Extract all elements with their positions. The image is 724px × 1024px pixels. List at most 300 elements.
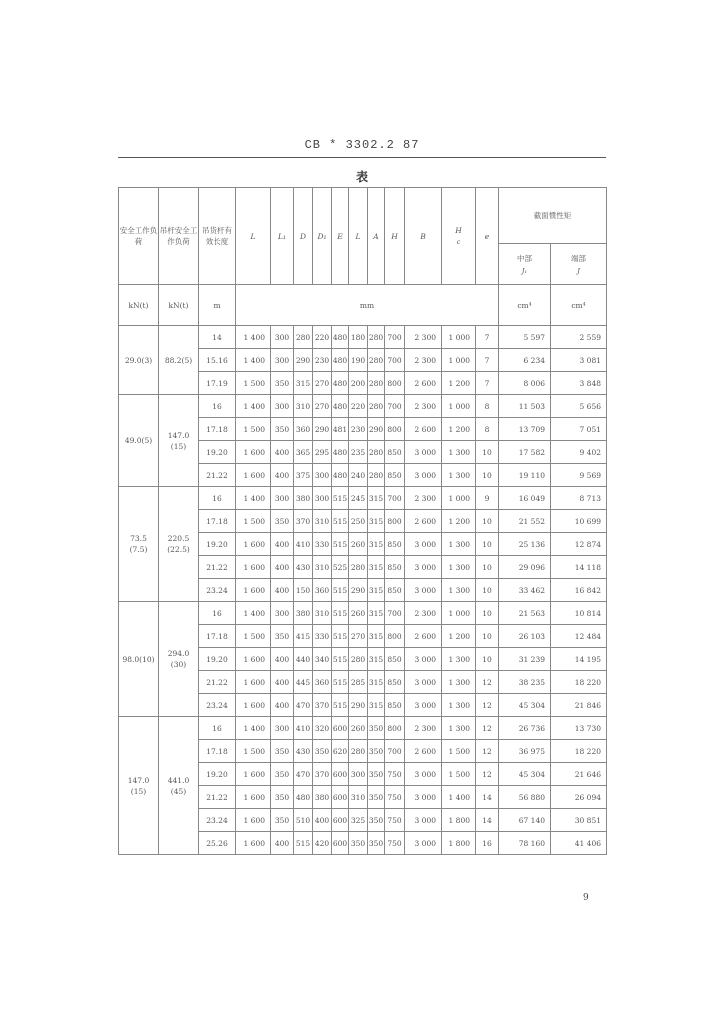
value-cell: 480 bbox=[332, 372, 349, 395]
moment-end-label: 端部 bbox=[571, 254, 586, 263]
value-cell: 850 bbox=[385, 533, 405, 556]
table-row bbox=[119, 395, 607, 418]
value-cell: 350 bbox=[313, 740, 332, 763]
value-cell: 350 bbox=[271, 510, 294, 533]
boom-length-cell: 19.20 bbox=[199, 441, 236, 464]
value-cell: 2 600 bbox=[405, 510, 442, 533]
value-cell: 300 bbox=[271, 602, 294, 625]
value-cell: 8 006 bbox=[499, 372, 551, 395]
value-cell: 18 220 bbox=[551, 740, 607, 763]
value-cell: 300 bbox=[271, 349, 294, 372]
value-cell: 10 814 bbox=[551, 602, 607, 625]
value-cell: 1 600 bbox=[236, 671, 271, 694]
value-cell: 320 bbox=[313, 717, 332, 740]
value-cell: 315 bbox=[368, 648, 385, 671]
value-cell: 1 300 bbox=[442, 694, 476, 717]
value-cell: 315 bbox=[368, 487, 385, 510]
boom-length-cell: 21.22 bbox=[199, 464, 236, 487]
value-cell: 350 bbox=[368, 740, 385, 763]
value-cell: 350 bbox=[271, 786, 294, 809]
value-cell: 10 699 bbox=[551, 510, 607, 533]
value-cell: 1 400 bbox=[236, 349, 271, 372]
standard-code: CB * 3302.2 87 bbox=[304, 138, 420, 152]
value-cell: 9 bbox=[476, 487, 499, 510]
value-cell: 750 bbox=[385, 809, 405, 832]
value-cell: 350 bbox=[271, 372, 294, 395]
value-cell: 280 bbox=[349, 740, 368, 763]
value-cell: 280 bbox=[368, 326, 385, 349]
value-cell: 350 bbox=[271, 625, 294, 648]
value-cell: 14 bbox=[476, 786, 499, 809]
value-cell: 5 656 bbox=[551, 395, 607, 418]
value-cell: 620 bbox=[332, 740, 349, 763]
value-cell: 41 406 bbox=[551, 832, 607, 855]
value-cell: 600 bbox=[332, 717, 349, 740]
top-rule bbox=[118, 157, 606, 158]
value-cell: 38 235 bbox=[499, 671, 551, 694]
value-cell: 480 bbox=[332, 326, 349, 349]
dim-header-10 bbox=[442, 188, 476, 285]
value-cell: 350 bbox=[271, 763, 294, 786]
value-cell: 800 bbox=[385, 625, 405, 648]
value-cell: 300 bbox=[313, 464, 332, 487]
dim-header-9: B bbox=[405, 188, 442, 285]
value-cell: 21 846 bbox=[551, 694, 607, 717]
boom-length-cell: 16 bbox=[199, 717, 236, 740]
moment-header: 截面惯性矩 bbox=[499, 188, 607, 244]
boom-length-cell: 25.26 bbox=[199, 832, 236, 855]
value-cell: 315 bbox=[368, 694, 385, 717]
value-cell: 380 bbox=[313, 786, 332, 809]
moment-middle-header bbox=[499, 244, 551, 285]
value-cell: 26 103 bbox=[499, 625, 551, 648]
units-row bbox=[119, 285, 607, 326]
value-cell: 1 300 bbox=[442, 579, 476, 602]
value-cell: 2 300 bbox=[405, 326, 442, 349]
value-cell: 14 bbox=[476, 809, 499, 832]
value-cell: 290 bbox=[368, 418, 385, 441]
value-cell: 330 bbox=[313, 625, 332, 648]
boom-length-cell: 17.18 bbox=[199, 418, 236, 441]
value-cell: 3 000 bbox=[405, 464, 442, 487]
value-cell: 1 600 bbox=[236, 533, 271, 556]
value-cell: 400 bbox=[271, 832, 294, 855]
value-cell: 1 500 bbox=[236, 740, 271, 763]
value-cell: 6 234 bbox=[499, 349, 551, 372]
value-cell: 300 bbox=[271, 395, 294, 418]
value-cell: 515 bbox=[332, 602, 349, 625]
value-cell: 470 bbox=[294, 763, 313, 786]
value-cell: 2 300 bbox=[405, 395, 442, 418]
value-cell: 300 bbox=[271, 717, 294, 740]
value-cell: 13 730 bbox=[551, 717, 607, 740]
value-cell: 280 bbox=[368, 349, 385, 372]
value-cell: 430 bbox=[294, 556, 313, 579]
value-cell: 480 bbox=[332, 464, 349, 487]
value-cell: 850 bbox=[385, 556, 405, 579]
boom-length-cell: 15.16 bbox=[199, 349, 236, 372]
moment-middle-label: 中部 bbox=[517, 254, 532, 263]
value-cell: 180 bbox=[349, 326, 368, 349]
value-cell: 16 049 bbox=[499, 487, 551, 510]
value-cell: 1 600 bbox=[236, 763, 271, 786]
value-cell: 245 bbox=[349, 487, 368, 510]
value-cell: 365 bbox=[294, 441, 313, 464]
value-cell: 11 503 bbox=[499, 395, 551, 418]
value-cell: 515 bbox=[332, 625, 349, 648]
value-cell: 515 bbox=[332, 648, 349, 671]
value-cell: 45 304 bbox=[499, 694, 551, 717]
unit-boom-length: m bbox=[199, 285, 236, 326]
unit-moment-end: cm⁴ bbox=[551, 285, 607, 326]
value-cell: 1 400 bbox=[236, 602, 271, 625]
value-cell: 350 bbox=[271, 740, 294, 763]
value-cell: 240 bbox=[349, 464, 368, 487]
value-cell: 29 096 bbox=[499, 556, 551, 579]
value-cell: 360 bbox=[313, 579, 332, 602]
dim-header-11: e bbox=[476, 188, 499, 285]
value-cell: 285 bbox=[349, 671, 368, 694]
value-cell: 10 bbox=[476, 602, 499, 625]
value-cell: 2 300 bbox=[405, 487, 442, 510]
boom-length-cell: 21.22 bbox=[199, 786, 236, 809]
value-cell: 21 646 bbox=[551, 763, 607, 786]
value-cell: 230 bbox=[349, 418, 368, 441]
value-cell: 280 bbox=[349, 648, 368, 671]
value-cell: 370 bbox=[313, 763, 332, 786]
value-cell: 420 bbox=[313, 832, 332, 855]
derrick-load-cell: 220.5 (22.5) bbox=[159, 487, 199, 602]
value-cell: 360 bbox=[294, 418, 313, 441]
value-cell: 315 bbox=[368, 625, 385, 648]
value-cell: 12 bbox=[476, 694, 499, 717]
value-cell: 1 400 bbox=[236, 487, 271, 510]
value-cell: 150 bbox=[294, 579, 313, 602]
moment-end-header bbox=[551, 244, 607, 285]
value-cell: 1 600 bbox=[236, 579, 271, 602]
value-cell: 67 140 bbox=[499, 809, 551, 832]
boom-length-header: 吊货杆有效长度 bbox=[199, 188, 236, 285]
value-cell: 400 bbox=[271, 441, 294, 464]
value-cell: 78 160 bbox=[499, 832, 551, 855]
value-cell: 270 bbox=[349, 625, 368, 648]
value-cell: 235 bbox=[349, 441, 368, 464]
value-cell: 325 bbox=[349, 809, 368, 832]
table-title: 表 bbox=[355, 170, 368, 184]
value-cell: 700 bbox=[385, 487, 405, 510]
value-cell: 315 bbox=[368, 533, 385, 556]
value-cell: 400 bbox=[271, 694, 294, 717]
value-cell: 260 bbox=[349, 533, 368, 556]
value-cell: 12 bbox=[476, 717, 499, 740]
value-cell: 295 bbox=[313, 441, 332, 464]
value-cell: 1 600 bbox=[236, 786, 271, 809]
value-cell: 850 bbox=[385, 671, 405, 694]
value-cell: 1 400 bbox=[442, 786, 476, 809]
boom-length-cell: 16 bbox=[199, 487, 236, 510]
value-cell: 350 bbox=[271, 418, 294, 441]
value-cell: 515 bbox=[332, 510, 349, 533]
value-cell: 700 bbox=[385, 395, 405, 418]
value-cell: 12 bbox=[476, 763, 499, 786]
value-cell: 481 bbox=[332, 418, 349, 441]
value-cell: 3 000 bbox=[405, 556, 442, 579]
value-cell: 3 000 bbox=[405, 579, 442, 602]
boom-length-cell: 19.20 bbox=[199, 763, 236, 786]
value-cell: 10 bbox=[476, 579, 499, 602]
value-cell: 525 bbox=[332, 556, 349, 579]
value-cell: 10 bbox=[476, 625, 499, 648]
boom-length-cell: 14 bbox=[199, 326, 236, 349]
value-cell: 12 bbox=[476, 671, 499, 694]
derrick-load-cell: 441.0 (45) bbox=[159, 717, 199, 855]
value-cell: 280 bbox=[349, 556, 368, 579]
value-cell: 400 bbox=[271, 556, 294, 579]
boom-length-cell: 19.20 bbox=[199, 648, 236, 671]
value-cell: 310 bbox=[313, 510, 332, 533]
value-cell: 310 bbox=[294, 395, 313, 418]
value-cell: 515 bbox=[332, 487, 349, 510]
value-cell: 260 bbox=[349, 717, 368, 740]
value-cell: 36 975 bbox=[499, 740, 551, 763]
value-cell: 16 bbox=[476, 832, 499, 855]
value-cell: 510 bbox=[294, 809, 313, 832]
unit-safe-load: kN(t) bbox=[119, 285, 159, 326]
value-cell: 1 200 bbox=[442, 625, 476, 648]
value-cell: 2 300 bbox=[405, 717, 442, 740]
value-cell: 800 bbox=[385, 418, 405, 441]
dim-header-1: L bbox=[236, 188, 271, 285]
value-cell: 310 bbox=[313, 556, 332, 579]
value-cell: 12 874 bbox=[551, 533, 607, 556]
value-cell: 850 bbox=[385, 694, 405, 717]
value-cell: 1 200 bbox=[442, 372, 476, 395]
value-cell: 1 000 bbox=[442, 487, 476, 510]
value-cell: 600 bbox=[332, 763, 349, 786]
table-row bbox=[119, 487, 607, 510]
value-cell: 600 bbox=[332, 832, 349, 855]
value-cell: 21 552 bbox=[499, 510, 551, 533]
value-cell: 3 000 bbox=[405, 671, 442, 694]
value-cell: 750 bbox=[385, 832, 405, 855]
unit-moment-middle: cm⁴ bbox=[499, 285, 551, 326]
dim-header-10-note: c bbox=[456, 238, 461, 246]
value-cell: 10 bbox=[476, 441, 499, 464]
value-cell: 21 563 bbox=[499, 602, 551, 625]
value-cell: 800 bbox=[385, 717, 405, 740]
safe-load-cell: 147.0 (15) bbox=[119, 717, 159, 855]
safe-load-cell: 98.0(10) bbox=[119, 602, 159, 717]
value-cell: 400 bbox=[271, 671, 294, 694]
value-cell: 13 709 bbox=[499, 418, 551, 441]
value-cell: 9 402 bbox=[551, 441, 607, 464]
value-cell: 410 bbox=[294, 533, 313, 556]
value-cell: 600 bbox=[332, 809, 349, 832]
value-cell: 300 bbox=[271, 326, 294, 349]
value-cell: 3 000 bbox=[405, 786, 442, 809]
value-cell: 1 600 bbox=[236, 464, 271, 487]
value-cell: 290 bbox=[349, 694, 368, 717]
value-cell: 290 bbox=[313, 418, 332, 441]
value-cell: 1 500 bbox=[236, 418, 271, 441]
value-cell: 1 600 bbox=[236, 832, 271, 855]
boom-length-cell: 23.24 bbox=[199, 579, 236, 602]
value-cell: 1 400 bbox=[236, 717, 271, 740]
value-cell: 750 bbox=[385, 786, 405, 809]
value-cell: 350 bbox=[368, 717, 385, 740]
value-cell: 380 bbox=[294, 487, 313, 510]
dim-header-4: D₁ bbox=[313, 188, 332, 285]
value-cell: 1 500 bbox=[442, 763, 476, 786]
value-cell: 1 800 bbox=[442, 809, 476, 832]
value-cell: 315 bbox=[368, 556, 385, 579]
value-cell: 8 bbox=[476, 395, 499, 418]
value-cell: 25 136 bbox=[499, 533, 551, 556]
value-cell: 515 bbox=[332, 671, 349, 694]
value-cell: 2 300 bbox=[405, 602, 442, 625]
value-cell: 3 000 bbox=[405, 809, 442, 832]
value-cell: 370 bbox=[313, 694, 332, 717]
value-cell: 10 bbox=[476, 648, 499, 671]
safe-load-cell: 29.0(3) bbox=[119, 326, 159, 395]
dim-header-10-label: H bbox=[455, 226, 462, 235]
value-cell: 360 bbox=[313, 671, 332, 694]
value-cell: 380 bbox=[294, 602, 313, 625]
value-cell: 375 bbox=[294, 464, 313, 487]
boom-length-cell: 16 bbox=[199, 602, 236, 625]
dim-header-5: E bbox=[332, 188, 349, 285]
value-cell: 3 848 bbox=[551, 372, 607, 395]
value-cell: 5 597 bbox=[499, 326, 551, 349]
value-cell: 1 300 bbox=[442, 533, 476, 556]
value-cell: 400 bbox=[271, 579, 294, 602]
value-cell: 1 000 bbox=[442, 349, 476, 372]
value-cell: 8 bbox=[476, 418, 499, 441]
value-cell: 2 600 bbox=[405, 740, 442, 763]
value-cell: 7 bbox=[476, 349, 499, 372]
page-number: 9 bbox=[583, 893, 589, 903]
table-row bbox=[119, 602, 607, 625]
value-cell: 7 051 bbox=[551, 418, 607, 441]
value-cell: 850 bbox=[385, 648, 405, 671]
value-cell: 300 bbox=[271, 487, 294, 510]
value-cell: 200 bbox=[349, 372, 368, 395]
value-cell: 1 500 bbox=[236, 625, 271, 648]
value-cell: 1 400 bbox=[236, 326, 271, 349]
value-cell: 350 bbox=[368, 763, 385, 786]
dim-header-6: L bbox=[349, 188, 368, 285]
value-cell: 400 bbox=[271, 464, 294, 487]
value-cell: 1 000 bbox=[442, 326, 476, 349]
value-cell: 700 bbox=[385, 326, 405, 349]
value-cell: 10 bbox=[476, 510, 499, 533]
value-cell: 315 bbox=[368, 510, 385, 533]
value-cell: 280 bbox=[368, 464, 385, 487]
derrick-load-cell: 294.0 (30) bbox=[159, 602, 199, 717]
value-cell: 350 bbox=[368, 809, 385, 832]
boom-length-cell: 23.24 bbox=[199, 809, 236, 832]
value-cell: 12 bbox=[476, 740, 499, 763]
boom-length-cell: 17.18 bbox=[199, 625, 236, 648]
value-cell: 280 bbox=[294, 326, 313, 349]
value-cell: 270 bbox=[313, 372, 332, 395]
value-cell: 8 713 bbox=[551, 487, 607, 510]
value-cell: 1 400 bbox=[236, 395, 271, 418]
value-cell: 3 000 bbox=[405, 648, 442, 671]
boom-length-cell: 16 bbox=[199, 395, 236, 418]
value-cell: 850 bbox=[385, 441, 405, 464]
value-cell: 310 bbox=[313, 602, 332, 625]
value-cell: 31 239 bbox=[499, 648, 551, 671]
value-cell: 1 200 bbox=[442, 510, 476, 533]
value-cell: 330 bbox=[313, 533, 332, 556]
value-cell: 19 110 bbox=[499, 464, 551, 487]
value-cell: 220 bbox=[313, 326, 332, 349]
value-cell: 515 bbox=[332, 579, 349, 602]
value-cell: 10 bbox=[476, 533, 499, 556]
value-cell: 280 bbox=[368, 441, 385, 464]
value-cell: 700 bbox=[385, 349, 405, 372]
derrick-load-cell: 88.2(5) bbox=[159, 326, 199, 395]
value-cell: 33 462 bbox=[499, 579, 551, 602]
value-cell: 2 600 bbox=[405, 372, 442, 395]
value-cell: 280 bbox=[368, 372, 385, 395]
value-cell: 410 bbox=[294, 717, 313, 740]
value-cell: 1 500 bbox=[442, 740, 476, 763]
value-cell: 300 bbox=[349, 763, 368, 786]
value-cell: 700 bbox=[385, 740, 405, 763]
value-cell: 750 bbox=[385, 763, 405, 786]
value-cell: 16 842 bbox=[551, 579, 607, 602]
header-row bbox=[119, 188, 607, 244]
value-cell: 10 bbox=[476, 556, 499, 579]
value-cell: 1 000 bbox=[442, 395, 476, 418]
value-cell: 1 200 bbox=[442, 418, 476, 441]
value-cell: 515 bbox=[332, 694, 349, 717]
derrick-load-header: 吊杆安全工作负荷 bbox=[159, 188, 199, 285]
boom-length-cell: 17.19 bbox=[199, 372, 236, 395]
moment-middle-symbol: J₁ bbox=[521, 267, 528, 275]
boom-length-cell: 19.20 bbox=[199, 533, 236, 556]
value-cell: 1 600 bbox=[236, 441, 271, 464]
value-cell: 315 bbox=[294, 372, 313, 395]
value-cell: 800 bbox=[385, 510, 405, 533]
value-cell: 470 bbox=[294, 694, 313, 717]
value-cell: 1 600 bbox=[236, 556, 271, 579]
value-cell: 3 000 bbox=[405, 441, 442, 464]
value-cell: 430 bbox=[294, 740, 313, 763]
value-cell: 220 bbox=[349, 395, 368, 418]
table-row bbox=[119, 717, 607, 740]
value-cell: 1 800 bbox=[442, 832, 476, 855]
value-cell: 290 bbox=[349, 579, 368, 602]
safe-load-cell: 73.5 (7.5) bbox=[119, 487, 159, 602]
value-cell: 1 300 bbox=[442, 671, 476, 694]
value-cell: 26 094 bbox=[551, 786, 607, 809]
value-cell: 190 bbox=[349, 349, 368, 372]
value-cell: 515 bbox=[332, 533, 349, 556]
value-cell: 400 bbox=[313, 809, 332, 832]
value-cell: 480 bbox=[332, 349, 349, 372]
value-cell: 45 304 bbox=[499, 763, 551, 786]
value-cell: 7 bbox=[476, 372, 499, 395]
value-cell: 290 bbox=[294, 349, 313, 372]
value-cell: 280 bbox=[368, 395, 385, 418]
value-cell: 850 bbox=[385, 464, 405, 487]
safe-load-header: 安全工作负荷 bbox=[119, 188, 159, 285]
value-cell: 400 bbox=[271, 533, 294, 556]
value-cell: 1 300 bbox=[442, 441, 476, 464]
